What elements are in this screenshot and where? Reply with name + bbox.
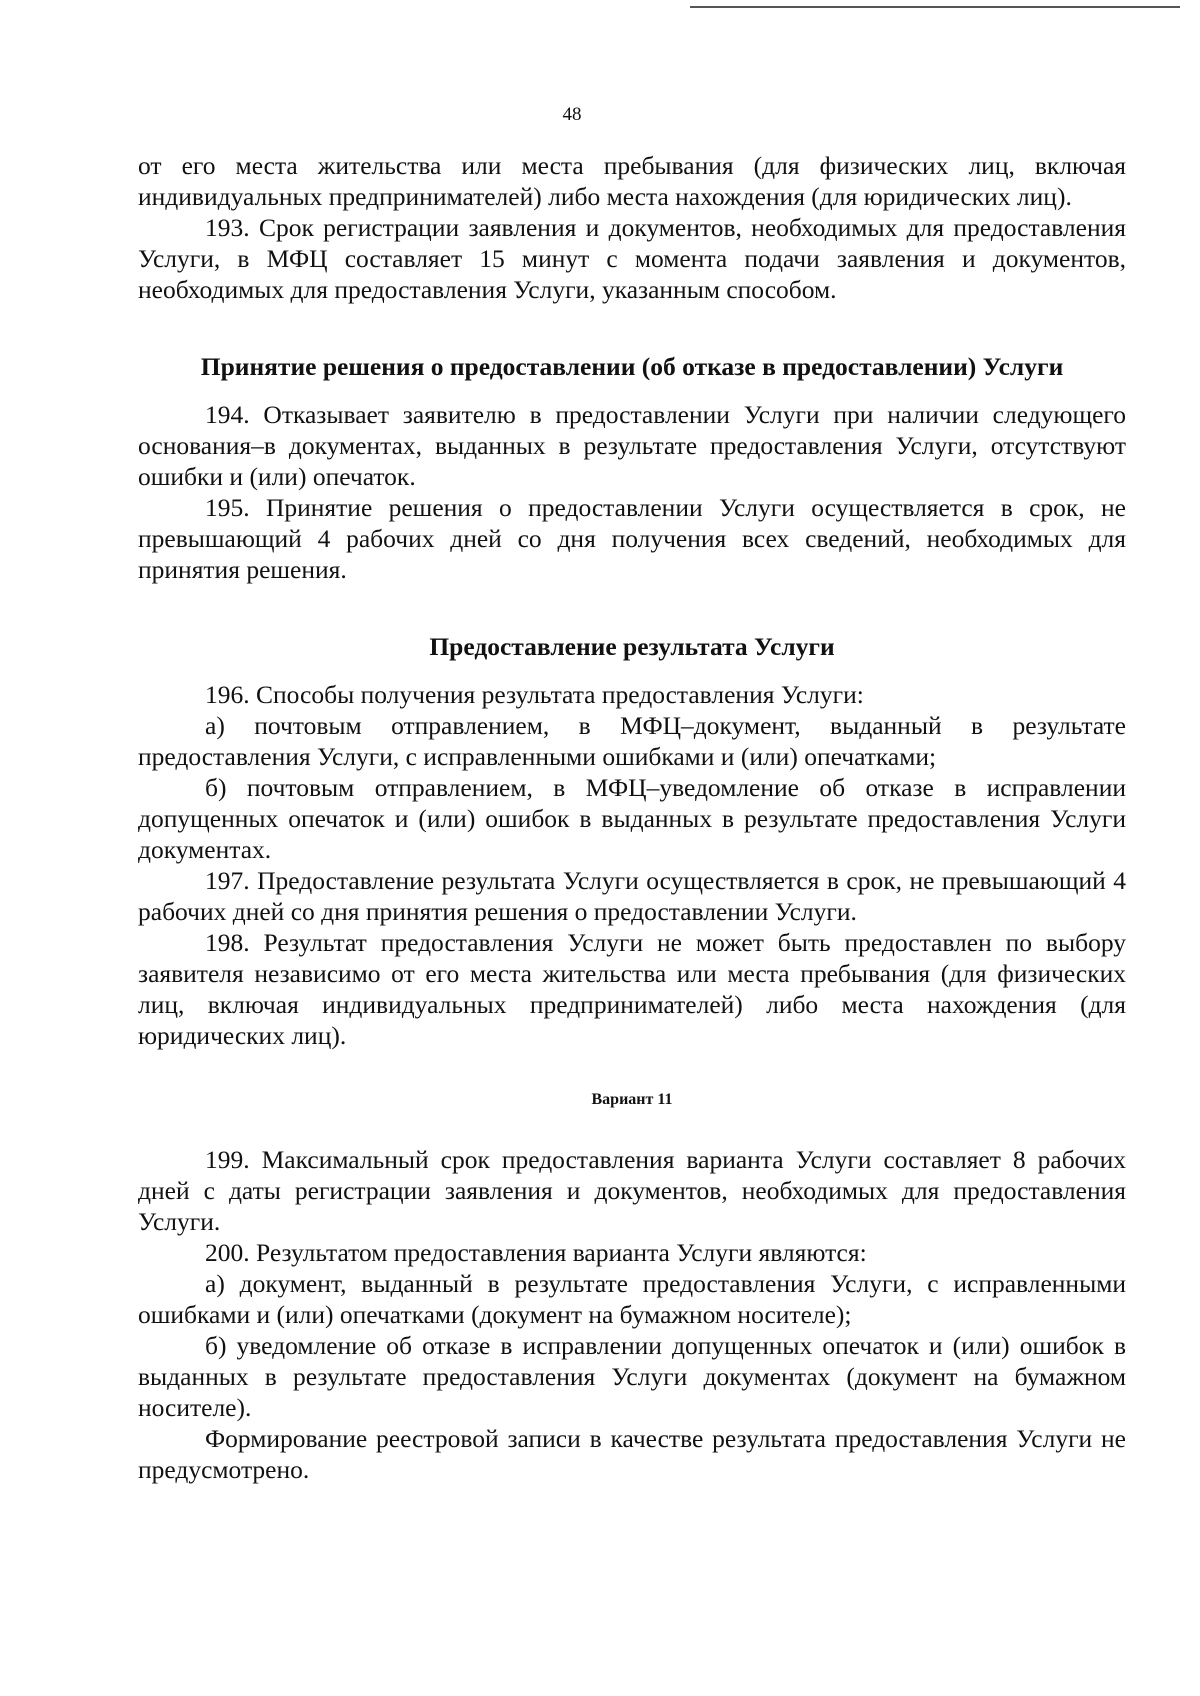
paragraph-196-b: б) почтовым отправлением, в МФЦ–уведомление об отказе в исправлении допущенных опечаток и (или) ошибок в выданных в результате предоставления Услуги документах. — [138, 773, 1126, 864]
paragraph-195: 195. Принятие решения о предоставлении Услуги осуществляется в срок, не превышающий 4 рабочих дней со дня получения всех сведений, необходимых для принятия решения. — [138, 493, 1126, 584]
paragraph-196-a: а) почтовым отправлением, в МФЦ–документ, выданный в результате предоставления Услуги, с исправленными ошибками и (или) опечатками; — [138, 711, 1126, 771]
paragraph-200: 200. Результатом предоставления варианта Услуги являются: — [205, 1238, 867, 1267]
top-border-line — [690, 6, 1180, 8]
paragraph-198: 198. Результат предоставления Услуги не может быть предоставлен по выбору заявителя независимо от его места жительства или места пребывания (для физических лиц, включая индивидуальных предпринимателей) либо места нахождения (для юридических лиц). — [138, 928, 1126, 1050]
paragraph-continuation: от его места жительства или места пребывания (для физических лиц, включая индивидуальных предпринимателей) либо места нахождения (для юридических лиц). — [138, 151, 1126, 211]
paragraph-199: 199. Максимальный срок предоставления варианта Услуги составляет 8 рабочих дней с даты регистрации заявления и документов, необходимых для предоставления Услуги. — [138, 1145, 1126, 1236]
paragraph-196: 196. Способы получения результата предоставления Услуги: — [205, 680, 864, 709]
variant-heading: Вариант 11 — [591, 1091, 673, 1108]
document-body — [138, 150, 1126, 1485]
paragraph-197: 197. Предоставление результата Услуги осуществляется в срок, не превышающий 4 рабочих дней со дня принятия решения о предоставлении Услуги. — [138, 866, 1126, 926]
paragraph-194: 194. Отказывает заявителю в предоставлении Услуги при наличии следующего основания–в документах, выданных в результате предоставления Услуги, отсутствуют ошибки и (или) опечаток. — [138, 400, 1126, 491]
paragraph-200-b: б) уведомление об отказе в исправлении допущенных опечаток и (или) ошибок в выданных в результате предоставления Услуги документах (документ на бумажном носителе). — [138, 1331, 1126, 1422]
section-heading-result: Предоставление результата Услуги — [429, 632, 835, 661]
page-number: 48 — [562, 104, 582, 125]
paragraph-200-a: а) документ, выданный в результате предоставления Услуги, с исправленными ошибками и (или) опечатками (документ на бумажном носителе); — [138, 1269, 1126, 1329]
section-heading-decision: Принятие решения о предоставлении (об отказе в предоставлении) Услуги — [200, 352, 1064, 381]
paragraph-registry-note: Формирование реестровой записи в качестве результата предоставления Услуги не предусмотрено. — [138, 1424, 1126, 1484]
paragraph-193: 193. Срок регистрации заявления и документов, необходимых для предоставления Услуги, в МФЦ составляет 15 минут с момента подачи заявления и документов, необходимых для предоставления Услуги, указанным способом. — [138, 213, 1126, 304]
